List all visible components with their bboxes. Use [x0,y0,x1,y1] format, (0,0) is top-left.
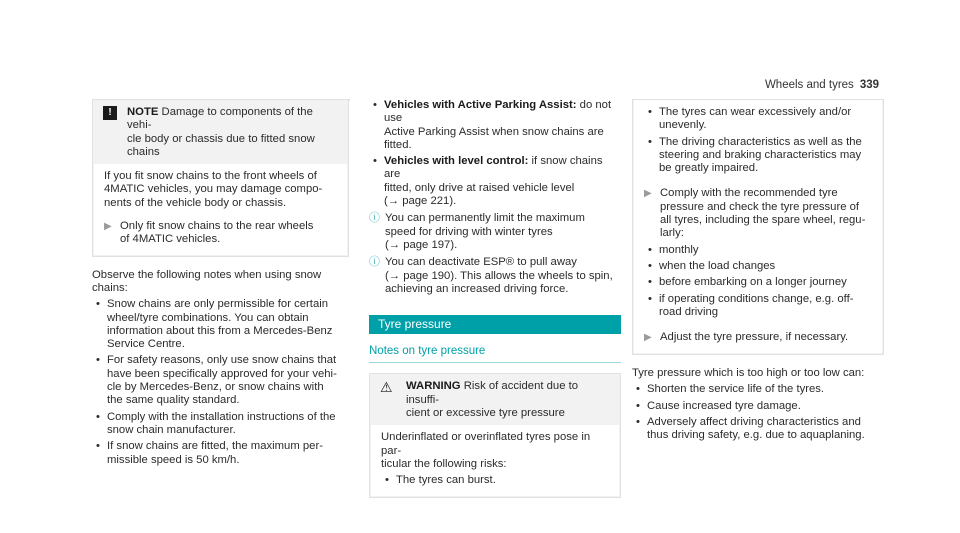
bullet-icon: • [96,354,100,367]
notes-column [92,99,349,467]
notice-title-line: Damage to components of the vehi- [127,106,313,132]
notice-body-line: 4MATIC vehicles, you may damage compo- [104,183,323,196]
item-line: Service Centre. [107,338,185,351]
notice-body-line: If you fit snow chains to the front wheels of [104,170,317,183]
item-line: missible speed is 50 km/h. [107,453,240,466]
warning-body [371,425,619,495]
action-line: larly: [660,227,684,240]
info-line: speed for driving with winter tyres [385,225,553,238]
list-item [369,155,621,208]
column-3 [632,99,884,443]
notice-action [104,220,337,247]
bullet-icon: • [648,276,652,289]
list-item [92,440,349,467]
list-item [644,276,872,289]
check-interval-list [644,244,872,319]
action-line: Only fit snow chains to the rear wheels [120,220,314,233]
action-arrow-icon: ▶ [644,332,652,344]
list-item [644,260,872,273]
bullet-icon: • [96,410,100,423]
item-line: Comply with the installation instructions of the [107,410,336,423]
list-item [644,244,872,257]
notice-title [127,106,338,159]
item-line: fitted, only drive at raised vehicle level [384,181,575,194]
warning-continued-box [632,99,884,355]
intro-line: Tyre pressure which is too high or too low can: [632,367,865,380]
action-arrow-icon: ▶ [104,221,112,233]
list-item [92,354,349,407]
bullet-icon: • [636,416,640,429]
item-line: road driving [659,305,719,318]
bullet-icon: • [96,298,100,311]
risk-list-continued [644,106,872,175]
subsection-heading: Notes on tyre pressure [369,345,621,363]
info-line: achieving an increased driving force. [385,282,569,295]
intro-line: chains: [92,281,128,294]
pressure-effects-intro [632,367,884,380]
column-2 [369,99,621,498]
list-item [632,400,884,413]
notice-body-text [104,170,337,210]
intro-text [92,269,349,296]
item-line: wheel/tyre combinations. You can obtain [107,311,309,324]
action-line: all tyres, including the spare wheel, regu- [660,214,866,227]
section-title-bar: Tyre pressure [369,315,621,334]
bullet-icon: • [648,135,652,148]
list-item [644,293,872,320]
item-line: do not use [384,99,612,125]
item-line: when the load changes [659,259,776,272]
bullet-icon: • [373,155,377,168]
notice-box [92,99,349,257]
info-icon: ⓘ [369,212,380,225]
item-line: (→ page 221). [384,195,457,208]
item-line: For safety reasons, only use snow chains that [107,354,337,367]
notice-title-line: cle body or chassis due to fitted snow [127,132,315,145]
action-step [644,331,872,345]
item-line: Cause increased tyre damage. [647,399,801,412]
info-note [369,212,621,252]
warning-body-line: ticular the following risks: [381,457,507,470]
notice-title-line: chains [127,145,160,158]
info-line: (→ page 197). [385,238,458,251]
item-line: fitted. [384,138,412,151]
warning-continued-body [634,100,882,353]
warning-label: WARNING [406,380,461,393]
item-line: snow chain manufacturer. [107,423,236,436]
info-note [369,256,621,296]
action-step [644,187,872,240]
item-line: Adversely affect driving characteristics and [647,416,861,429]
item-bold: Vehicles with Active Parking Assist: [384,99,577,111]
risk-list [381,474,609,487]
item-line: thus driving safety, e.g. due to aquaplaning. [647,429,865,442]
item-line: unevenly. [659,119,707,132]
action-line: of 4MATIC vehicles. [120,233,221,246]
item-line: Snow chains are only permissible for certain [107,298,329,311]
info-line: You can deactivate ESP® to pull away [385,256,577,269]
item-line: monthly [659,243,699,256]
item-line: The driving characteristics as well as the [659,135,862,148]
bullet-icon: • [636,399,640,412]
vehicle-notes [369,99,621,208]
list-item [644,136,872,176]
list-item [632,416,884,443]
item-line: information about this from a Mercedes-Benz [107,324,333,337]
list-item [381,474,609,487]
pressure-effects-list [632,383,884,442]
notice-body [94,164,347,254]
item-line: be greatly impaired. [659,162,759,175]
list-item [92,298,349,351]
bullet-icon: • [648,292,652,305]
item-line: steering and braking characteristics may [659,148,862,161]
notice-body-line: nents of the vehicle body or chassis. [104,196,287,209]
item-line: Active Parking Assist when snow chains are [384,125,604,138]
item-line: if operating conditions change, e.g. off- [659,292,854,305]
item-line: before embarking on a longer journey [659,276,847,289]
item-line: cle by Mercedes-Benz, or snow chains with [107,381,324,394]
list-item [632,383,884,396]
bullet-icon: • [636,383,640,396]
action-line: Adjust the tyre pressure, if necessary. [660,331,849,344]
warning-title-line: cient or excessive tyre pressure [406,407,565,420]
page-header [765,79,879,91]
item-line: the same quality standard. [107,394,240,407]
warning-box [369,373,621,497]
list-item [644,106,872,133]
bullet-icon: • [648,106,652,118]
warning-triangle-icon: ⚠ [380,379,393,396]
item-bold: Vehicles with level control: [384,155,529,168]
page-number: 339 [859,79,879,91]
item-line: have been specifically approved for your vehi- [107,367,337,380]
notice-icon: ! [103,106,117,120]
notice-label: NOTE [127,106,159,118]
intro-line: Observe the following notes when using snow [92,268,322,281]
info-line: You can permanently limit the maximum [385,212,585,225]
snow-chain-notes [92,298,349,467]
info-icon: ⓘ [369,256,380,269]
action-line: Comply with the recommended tyre [660,187,838,200]
list-item [92,411,349,438]
bullet-icon: • [648,243,652,256]
warning-title-line: Risk of accident due to insuffi- [406,380,579,406]
chapter-title: Wheels and tyres [764,79,854,91]
warning-title [406,380,610,420]
action-arrow-icon: ▶ [644,188,652,200]
item-line: If snow chains are fitted, the maximum per- [107,440,323,453]
info-line: (→ page 190). This allows the wheels to spin, [385,269,613,282]
action-line: pressure and check the tyre pressure of [660,200,860,213]
item-line: Shorten the service life of the tyres. [647,383,825,396]
item-line: The tyres can burst. [396,474,496,487]
bullet-icon: • [96,440,100,453]
list-item [369,99,621,152]
bullet-icon: • [385,474,389,487]
bullet-icon: • [373,99,377,111]
item-line: The tyres can wear excessively and/or [659,106,852,118]
bullet-icon: • [648,259,652,272]
warning-body-line: Underinflated or overinflated tyres pose in par- [381,431,591,457]
item-line: if snow chains are [384,155,603,181]
